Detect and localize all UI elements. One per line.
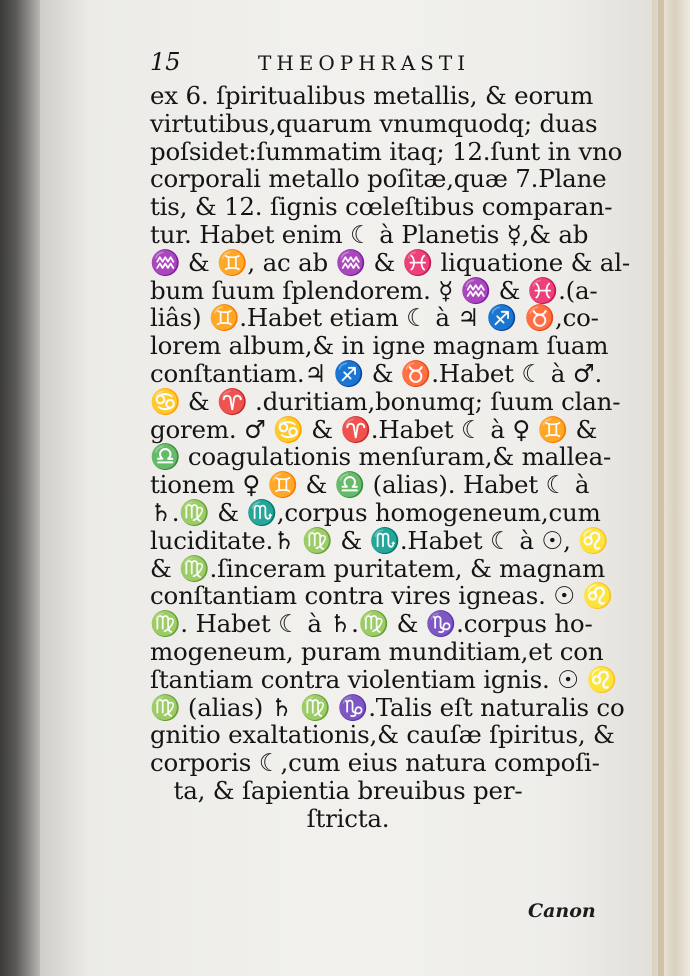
text-line: ♍ (alias) ♄ ♍ ♑.Talis eſt naturalis co xyxy=(150,692,625,722)
text-line: ♒ & ♊, ac ab ♒ & ♓ liquatione & al- xyxy=(150,247,630,277)
text-line: gnitio exaltationis,& cauſæ ſpiritus, & xyxy=(150,720,615,750)
text-line: ex 6. ſpiritualibus metallis, & eorum xyxy=(150,81,594,110)
text-line: mogeneum, puram munditiam,et con xyxy=(150,636,604,666)
text-line: tionem ♀ ♊ & ♎ (alias). Habet ☾ à xyxy=(150,470,590,500)
text-line: bum ſuum ſplendorem. ☿ ♒ & ♓.(a- xyxy=(150,275,598,305)
book-binding-edge xyxy=(0,0,40,976)
text-line: virtutibus,quarum vnumquodq; duas xyxy=(150,108,598,138)
text-line: tis, & 12. ſignis cœleſtibus comparan- xyxy=(150,192,613,222)
page-fore-edge xyxy=(652,0,690,976)
text-line: luciditate.♄ ♍ & ♏.Habet ☾ à ☉, ♌ xyxy=(150,525,609,555)
text-line: gorem. ♂ ♋ & ♈.Habet ☾ à ♀ ♊ & xyxy=(150,414,598,444)
text-line: ♋ & ♈ .duritiam,bonumq; ſuum clan- xyxy=(150,386,621,416)
running-title: THEOPHRASTI xyxy=(258,51,471,75)
closing-line: ſtricta. xyxy=(306,803,390,833)
text-line: poſsidet:ſummatim itaq; 12.ſunt in vno xyxy=(150,136,623,166)
text-line: conſtantiam contra vires igneas. ☉ ♌ xyxy=(150,581,613,611)
text-line: conſtantiam.♃ ♐ & ♉.Habet ☾ à ♂. xyxy=(150,358,603,388)
text-line: & ♍.ſinceram puritatem, & magnam xyxy=(150,553,606,583)
text-line: ♄.♍ & ♏,corpus homogeneum,cum xyxy=(150,497,601,527)
text-line: ſtantiam contra violentiam ignis. ☉ ♌ xyxy=(150,664,617,694)
text-line: tur. Habet enim ☾ à Planetis ☿,& ab xyxy=(150,219,589,249)
closing-line: ta, & ſapientia breuibus per- xyxy=(173,775,523,805)
text-line: liâs) ♊.Habet etiam ☾ à ♃ ♐ ♉,co- xyxy=(150,303,599,333)
catchword: Canon xyxy=(528,900,596,922)
text-line: ♍. Habet ☾ à ♄.♍ & ♑.corpus ho- xyxy=(150,609,593,639)
text-line: corporis ☾,cum eius natura compoſi- xyxy=(150,748,600,778)
text-line: lorem album,& in igne magnam ſuam xyxy=(150,331,609,361)
text-block xyxy=(150,48,630,833)
text-line: ♎ coagulationis menſuram,& mallea- xyxy=(150,442,612,472)
text-line: corporali metallo poſitæ,quæ 7.Plane xyxy=(150,164,607,194)
page-header xyxy=(150,48,606,82)
page-number: 15 xyxy=(150,48,181,76)
